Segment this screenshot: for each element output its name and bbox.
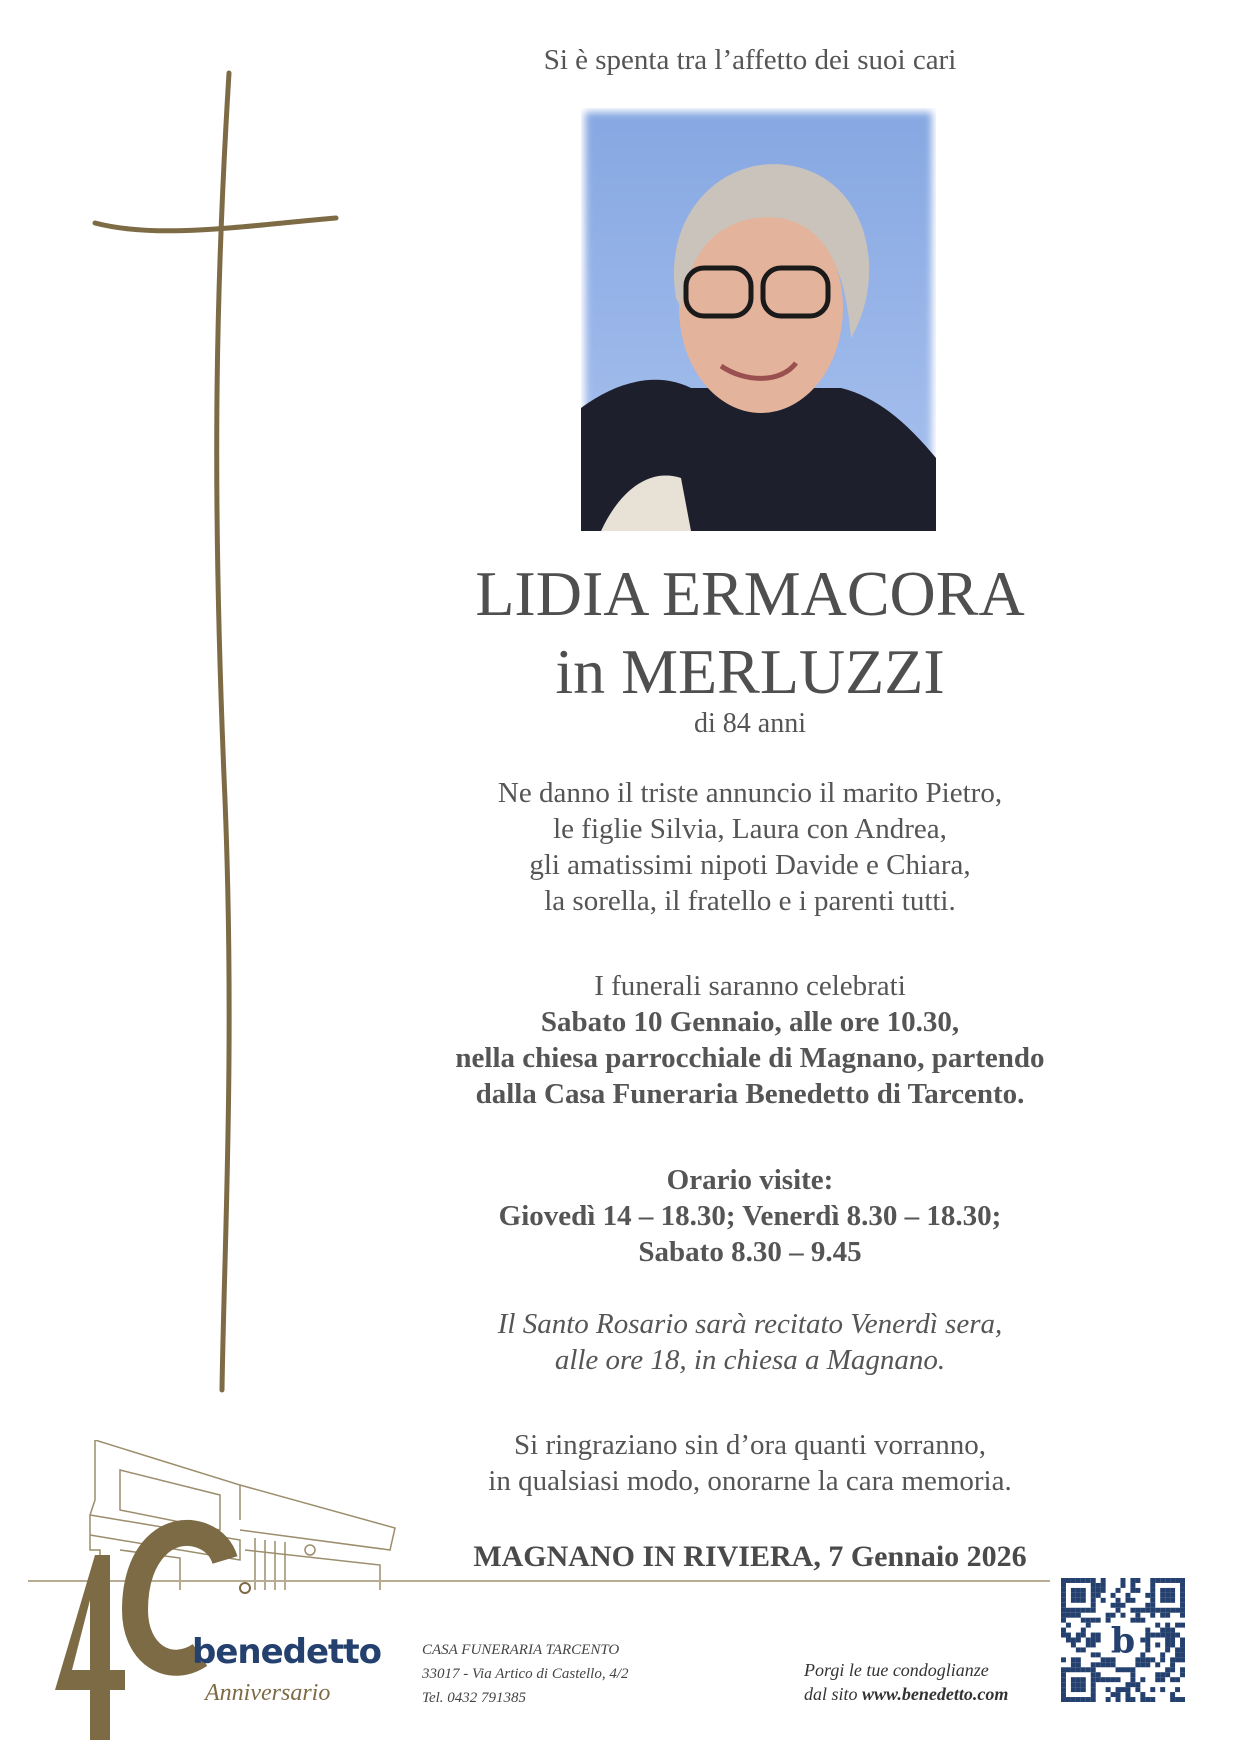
- funeral-line: nella chiesa parrocchiale di Magnano, partendo: [455, 1042, 1045, 1074]
- website-link[interactable]: www.benedetto.com: [862, 1684, 1009, 1704]
- rosary-line: Il Santo Rosario sarà recitato Venerdì sera,: [497, 1308, 1003, 1340]
- place-date: MAGNANO IN RIVIERA, 7 Gennaio 2026: [473, 1540, 1027, 1573]
- visiting-hours: [420, 1162, 1080, 1270]
- condolences-prefix: dal sito: [804, 1684, 863, 1704]
- thanks-text: [420, 1427, 1080, 1499]
- condolences-line: Porgi le tue condoglianze: [804, 1660, 989, 1680]
- funeral-home-address: [422, 1638, 629, 1710]
- name-line-2: in MERLUZZI: [555, 636, 945, 707]
- family-line: Ne danno il triste annuncio il marito Pietro,: [497, 777, 1003, 809]
- logo-subtitle: Anniversario: [205, 1680, 331, 1706]
- portrait-photo: [581, 108, 936, 531]
- condolences-text: [804, 1658, 1008, 1706]
- family-line: le figlie Silvia, Laura con Andrea,: [553, 813, 947, 845]
- address-line: 33017 - Via Artico di Castello, 4/2: [422, 1666, 629, 1682]
- intro-text: Si è spenta tra l’affetto dei suoi cari: [543, 44, 957, 76]
- address-line: CASA FUNERARIA TARCENTO: [422, 1642, 620, 1658]
- funeral-info: [420, 968, 1080, 1112]
- visits-title: Orario visite:: [666, 1164, 834, 1196]
- name-line-1: LIDIA ERMACORA: [475, 558, 1025, 629]
- thanks-line: Si ringraziano sin d’ora quanti vorranno,: [514, 1429, 986, 1461]
- qr-code[interactable]: [1061, 1578, 1185, 1702]
- rosary-line: alle ore 18, in chiesa a Magnano.: [554, 1344, 946, 1376]
- visits-line: Giovedì 14 – 18.30; Venerdì 8.30 – 18.30;: [498, 1200, 1002, 1232]
- svg-text:b: b: [1110, 1620, 1136, 1662]
- family-line: la sorella, il fratello e i parenti tutti.: [544, 885, 956, 917]
- thanks-line: in qualsiasi modo, onorarne la cara memoria.: [488, 1465, 1012, 1497]
- rosary-info: [420, 1306, 1080, 1378]
- cross-icon: [0, 0, 400, 1420]
- deceased-name: [420, 555, 1080, 711]
- funeral-intro: I funerali saranno celebrati: [594, 970, 906, 1002]
- logo-brand: benedetto: [192, 1632, 381, 1672]
- age-text: di 84 anni: [694, 708, 806, 739]
- funeral-line: Sabato 10 Gennaio, alle ore 10.30,: [540, 1006, 960, 1038]
- address-line: Tel. 0432 791385: [422, 1690, 527, 1706]
- family-announcement: [420, 775, 1080, 919]
- family-line: gli amatissimi nipoti Davide e Chiara,: [529, 849, 971, 881]
- visits-line: Sabato 8.30 – 9.45: [638, 1236, 862, 1268]
- funeral-line: dalla Casa Funeraria Benedetto di Tarcento.: [475, 1078, 1025, 1110]
